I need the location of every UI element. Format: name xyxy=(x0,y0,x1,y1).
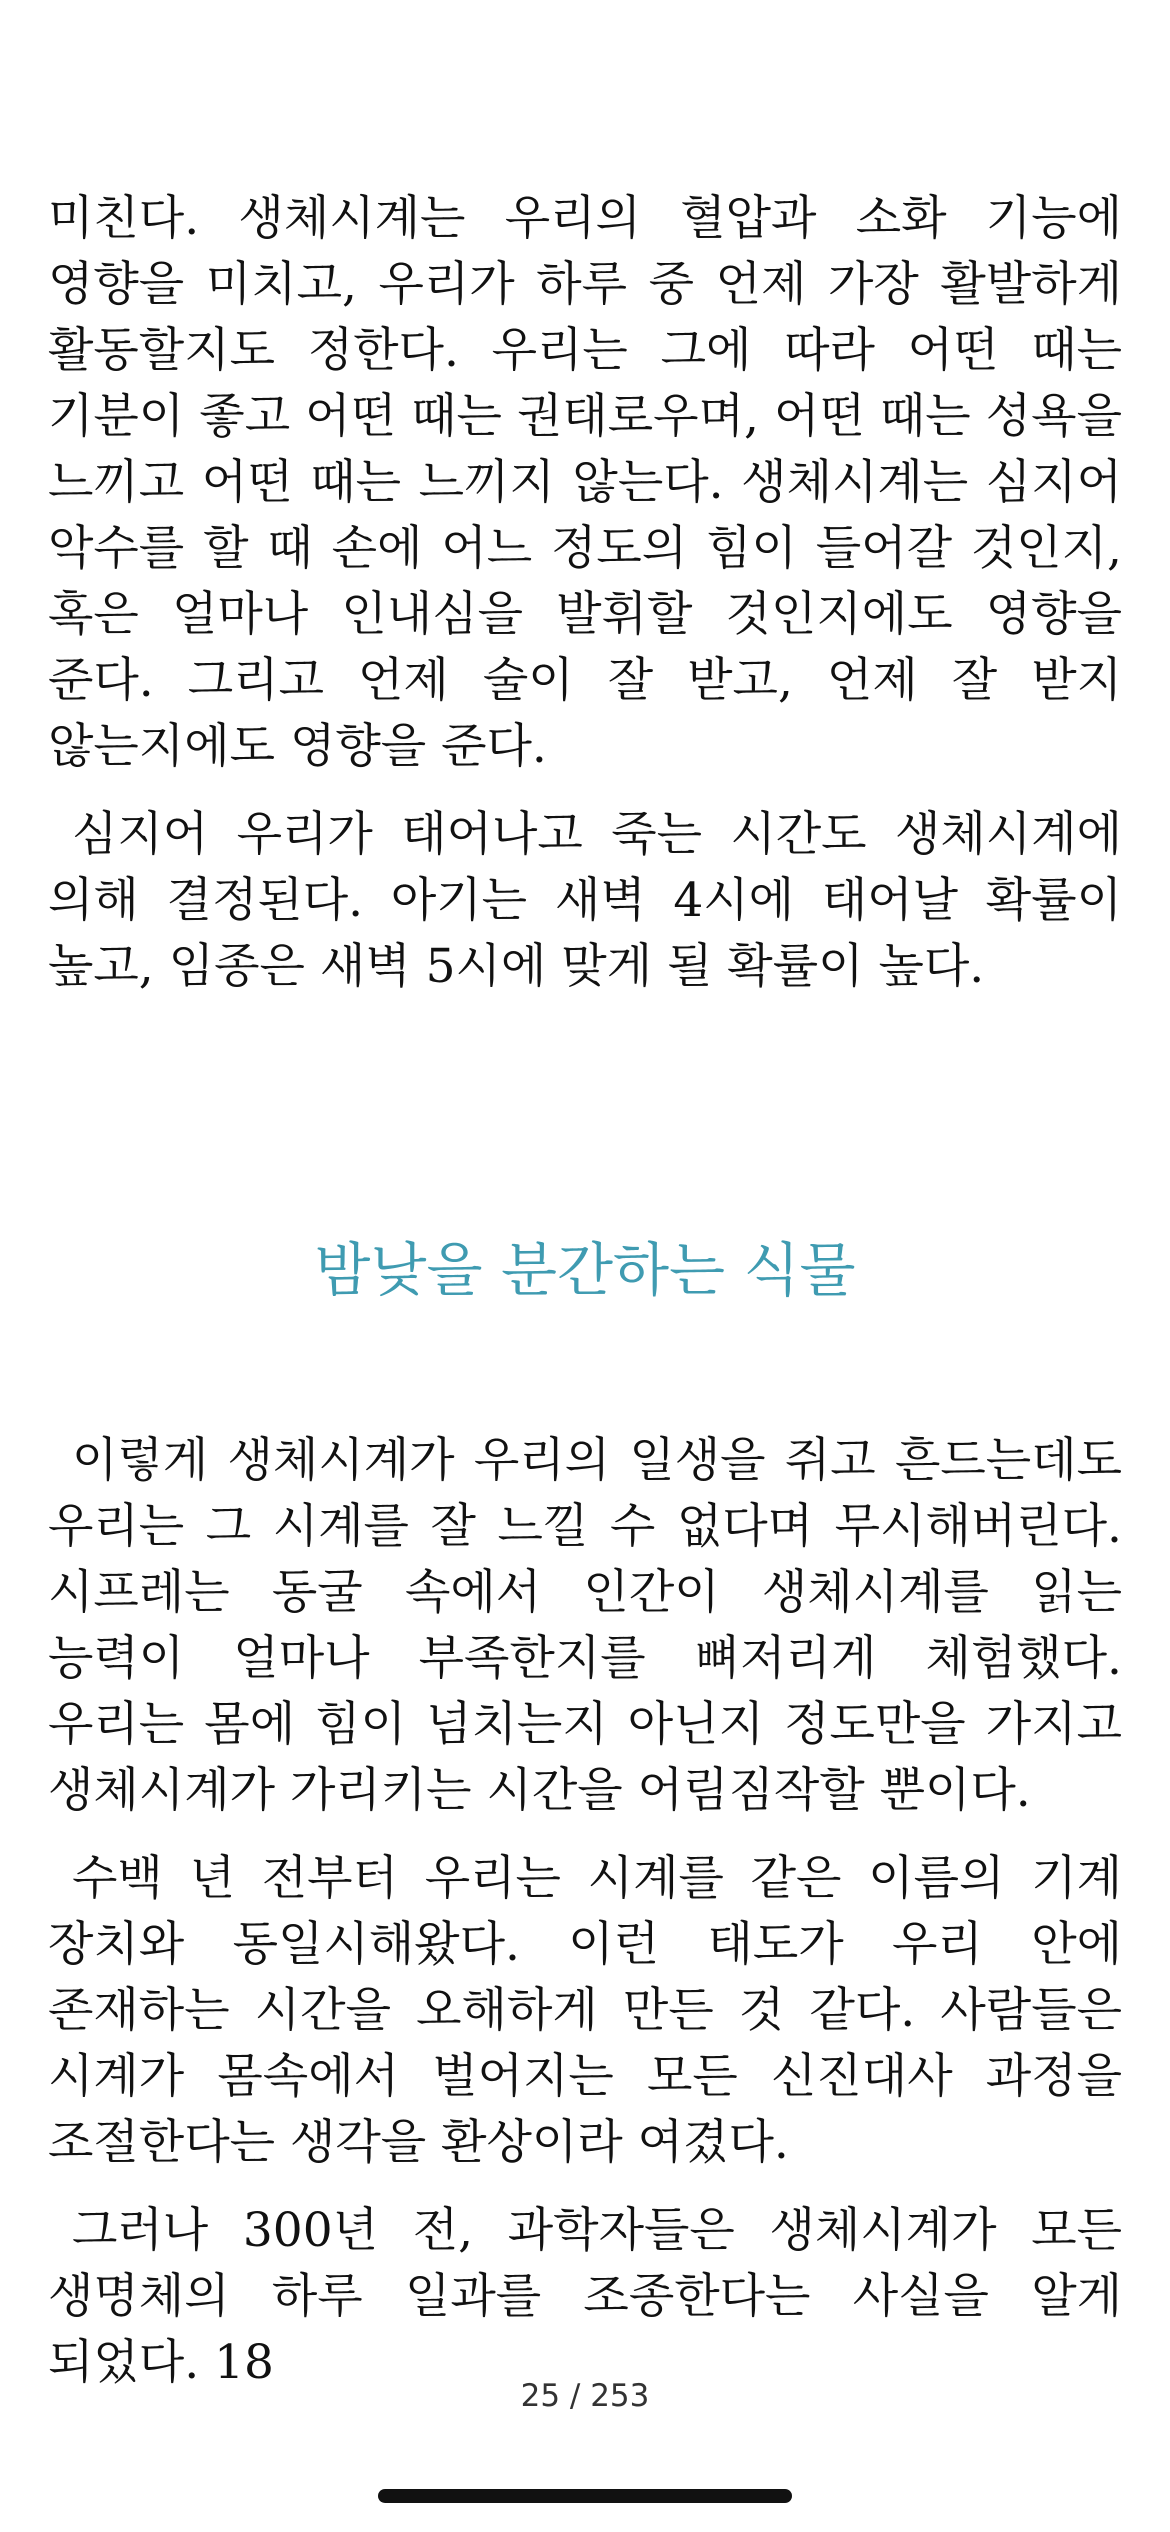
paragraph: 그러나 300년 전, 과학자들은 생체시계가 모든 생명체의 하루 일과를 조종한다는 사실을 알게 되었다. 18 xyxy=(48,2203,1122,2390)
paragraph: 수백 년 전부터 우리는 시계를 같은 이름의 기계 장치와 동일시해왔다. 이런 태도가 우리 안에 존재하는 시간을 오해하게 만든 것 같다. 사람들은 시계가 몸속에서 벌어지는 모든 신진대사 과정을 조절한다는 생각을 환상이라 여겼다. xyxy=(48,1851,1122,2170)
reader-page[interactable] xyxy=(48,186,1122,2418)
section-title: 밤낮을 분간하는 식물 xyxy=(314,1236,856,1304)
paragraph: 이렇게 생체시계가 우리의 일생을 쥐고 흔드는데도 우리는 그 시계를 잘 느낄 수 없다며 무시해버린다. 시프레는 동굴 속에서 인간이 생체시계를 읽는 능력이 얼마나 부족한지를 뼈저리게 체험했다. 우리는 몸에 힘이 넘치는지 아닌지 정도만을 가지고 생체시계가 가리키는 시간을 어림짐작할 뿐이다. xyxy=(48,1433,1122,1818)
paragraph: 심지어 우리가 태어나고 죽는 시간도 생체시계에 의해 결정된다. 아기는 새벽 4시에 태어날 확률이 높고, 임종은 새벽 5시에 맞게 될 확률이 높다. xyxy=(48,807,1122,994)
paragraph: 미친다. 생체시계는 우리의 혈압과 소화 기능에 영향을 미치고, 우리가 하루 중 언제 가장 활발하게 활동할지도 정한다. 우리는 그에 따라 어떤 때는 기분이 좋고 어떤 때는 권태로우며, 어떤 때는 성욕을 느끼고 어떤 때는 느끼지 않는다. 생체시계는 심지어 악수를 할 때 손에 어느 정도의 힘이 들어갈 것인지, 혹은 얼마나 인내심을 발휘할 것인지에도 영향을 준다. 그리고 언제 술이 잘 받고, 언제 잘 받지 않는지에도 영향을 준다. xyxy=(48,191,1122,774)
page-indicator[interactable]: 25 / 253 xyxy=(520,2378,650,2414)
home-indicator[interactable] xyxy=(378,2489,792,2503)
